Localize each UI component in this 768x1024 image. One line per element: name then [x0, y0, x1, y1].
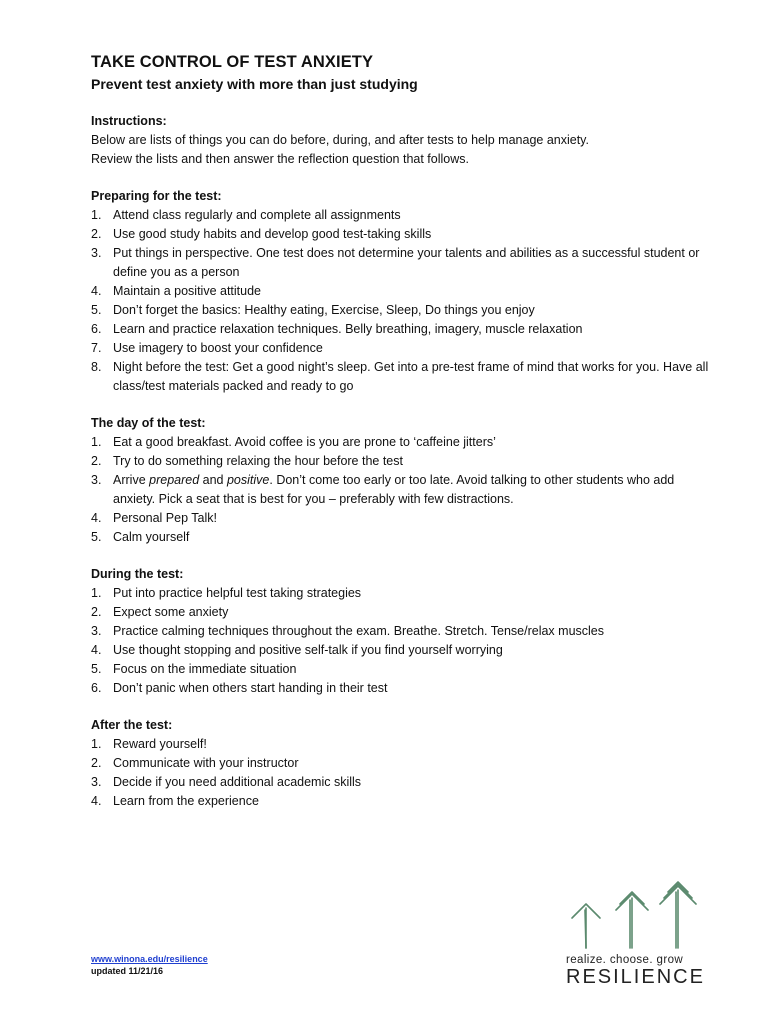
instructions-heading: Instructions: — [91, 114, 167, 128]
updated-date: updated 11/21/16 — [91, 966, 164, 976]
logo-tagline: realize. choose. grow — [566, 954, 684, 966]
list-number: 4. — [91, 284, 102, 298]
list-number: 7. — [91, 341, 102, 355]
list-number: 1. — [91, 737, 102, 751]
list-number: 1. — [91, 435, 102, 449]
list-item-text: Night before the test: Get a good night’s sleep. Get into a pre-test frame of mind that works for you. Have all class/test materials packed and ready to go — [113, 360, 709, 393]
list-item — [91, 622, 711, 641]
day-of-list — [91, 433, 711, 547]
list-item-text: Use thought stopping and positive self-talk if you find yourself worrying — [113, 643, 503, 657]
list-number: 5. — [91, 530, 102, 544]
list-item — [91, 358, 711, 396]
page-title: TAKE CONTROL OF TEST ANXIETY — [91, 53, 374, 71]
list-number: 3. — [91, 246, 102, 260]
three-growing-arrows-icon — [566, 880, 706, 950]
list-number: 5. — [91, 662, 102, 676]
list-item-text: Practice calming techniques throughout the exam. Breathe. Stretch. Tense/relax muscles — [113, 624, 604, 638]
list-number: 4. — [91, 794, 102, 808]
list-item-text-post: . Don’t come too early or too late. Avoid talking to other students who add anxiety. Pick a seat that is best for you – preferably with few distractions. — [113, 473, 675, 506]
list-item — [91, 660, 711, 679]
after-heading: After the test: — [91, 718, 173, 732]
list-number: 1. — [91, 208, 102, 222]
page-subtitle: Prevent test anxiety with more than just studying — [91, 76, 418, 92]
list-item-text: Reward yourself! — [113, 737, 207, 751]
list-item-text: Calm yourself — [113, 530, 190, 544]
list-item — [91, 225, 711, 244]
list-item-text: Try to do something relaxing the hour before the test — [113, 454, 403, 468]
list-item-text-pre: Arrive — [113, 473, 150, 487]
instructions-line-2: Review the lists and then answer the reflection question that follows. — [91, 152, 469, 166]
list-item-text: Don’t panic when others start handing in their test — [113, 681, 388, 695]
list-item — [91, 509, 711, 528]
resilience-link[interactable]: www.winona.edu/resilience — [91, 954, 208, 964]
list-item — [91, 792, 711, 811]
list-item-text: Learn and practice relaxation techniques. Belly breathing, imagery, muscle relaxation — [113, 322, 583, 336]
list-number: 1. — [91, 586, 102, 600]
list-number: 6. — [91, 681, 102, 695]
list-item — [91, 773, 711, 792]
list-item-text: Maintain a positive attitude — [113, 284, 262, 298]
list-item-emphasis-positive: positive — [226, 473, 270, 487]
list-item — [91, 433, 711, 452]
list-item — [91, 471, 711, 509]
list-item — [91, 244, 711, 282]
resilience-logo — [566, 880, 706, 989]
list-item-text: Use good study habits and develop good test-taking skills — [113, 227, 432, 241]
list-item — [91, 528, 711, 547]
preparing-heading: Preparing for the test: — [91, 189, 222, 203]
during-section — [91, 565, 711, 698]
list-number: 8. — [91, 360, 102, 374]
list-item-text: Expect some anxiety — [113, 605, 229, 619]
during-heading: During the test: — [91, 567, 184, 581]
after-list — [91, 735, 711, 811]
list-number: 2. — [91, 454, 102, 468]
list-item-text: Don’t forget the basics: Healthy eating, Exercise, Sleep, Do things you enjoy — [113, 303, 535, 317]
list-item — [91, 584, 711, 603]
list-item-text: Attend class regularly and complete all assignments — [113, 208, 401, 222]
list-number: 3. — [91, 775, 102, 789]
footer — [91, 953, 208, 977]
instructions-section — [91, 112, 711, 169]
list-item — [91, 206, 711, 225]
day-of-section — [91, 414, 711, 547]
list-item-text: Put into practice helpful test taking strategies — [113, 586, 362, 600]
list-number: 3. — [91, 473, 102, 487]
preparing-section — [91, 187, 711, 396]
list-number: 4. — [91, 643, 102, 657]
logo-brand: RESILIENCE — [566, 966, 705, 988]
day-of-heading: The day of the test: — [91, 416, 206, 430]
list-number: 6. — [91, 322, 102, 336]
list-number: 4. — [91, 511, 102, 525]
list-item-text: Focus on the immediate situation — [113, 662, 297, 676]
list-item — [91, 641, 711, 660]
list-number: 2. — [91, 227, 102, 241]
instructions-line-1: Below are lists of things you can do before, during, and after tests to help manage anxiety. — [91, 133, 589, 147]
list-item-emphasis-prepared: prepared — [149, 473, 200, 487]
list-item — [91, 679, 711, 698]
during-list — [91, 584, 711, 698]
document-body — [91, 52, 711, 811]
list-number: 3. — [91, 624, 102, 638]
list-item-text: Communicate with your instructor — [113, 756, 299, 770]
preparing-list — [91, 206, 711, 396]
list-item — [91, 735, 711, 754]
list-item-text: Decide if you need additional academic skills — [113, 775, 362, 789]
list-item — [91, 603, 711, 622]
list-item — [91, 754, 711, 773]
list-number: 5. — [91, 303, 102, 317]
list-item-text: Put things in perspective. One test does not determine your talents and abilities as a successful student or define you as a person — [113, 246, 700, 279]
list-item — [91, 339, 711, 358]
list-item — [91, 282, 711, 301]
list-number: 2. — [91, 605, 102, 619]
list-item — [91, 452, 711, 471]
list-item-text: Use imagery to boost your confidence — [113, 341, 323, 355]
list-item — [91, 301, 711, 320]
list-item-text: Learn from the experience — [113, 794, 259, 808]
list-number: 2. — [91, 756, 102, 770]
list-item-text: Personal Pep Talk! — [113, 511, 217, 525]
list-item-text-mid: and — [199, 473, 227, 487]
list-item-text: Eat a good breakfast. Avoid coffee is you are prone to ‘caffeine jitters’ — [113, 435, 496, 449]
after-section — [91, 716, 711, 811]
list-item — [91, 320, 711, 339]
